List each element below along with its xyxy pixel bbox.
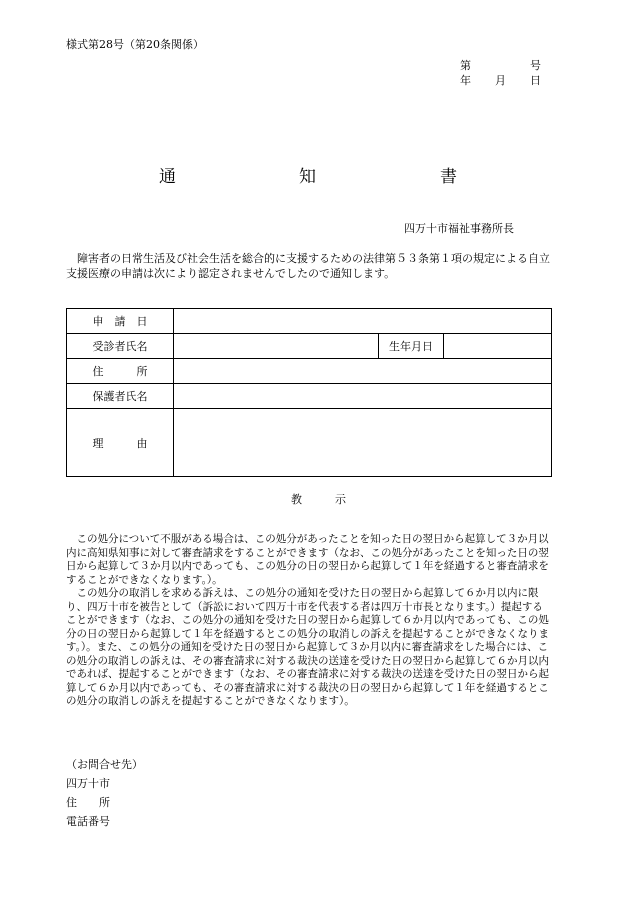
patient-name-label: 受診者氏名 [67, 334, 174, 359]
notice-paragraph-2: この処分の取消しを求める訴えは、この処分の通知を受けた日の翌日から起算して６か月以内に限り、四万十市を被告として（訴訟において四万十市を代表する者は四万十市長となります。）提起することができます（なお、この処分の通知を受けた日の翌日から起算して６か月以内であっても、この処分の日の翌日から起算して１年を経過するとこの処分の取消しの訴えを提起することができなくなります。）。また、この処分の通知を受けた日の翌日から起算して３か月以内に審査請求をした場合には、この処分の取消しの訴えは、その審査請求に対する裁決の送達を受けた日の翌日から起算して６か月以内であれば、提起することができます（なお、その審査請求に対する裁決の送達を受けた日の翌日から起算して６か月以内であっても、その審査請求に対する裁決の日の翌日から起算して１年を経過するとこの処分の取消しの訴えを提起することができなくなります）。 [66, 587, 549, 707]
application-info-table [66, 308, 552, 477]
date-day-label: 日 [530, 74, 541, 87]
document-number [460, 58, 541, 73]
contact-city: 四万十市 [66, 777, 110, 790]
notice-body [66, 533, 550, 709]
birth-date-label: 生年月日 [379, 334, 444, 359]
contact-info [66, 755, 143, 831]
guardian-name-value [174, 384, 552, 409]
table-row [67, 359, 552, 384]
intro-text: 障害者の日常生活及び社会生活を総合的に支援するための法律第５３条第１項の規定による自立支援医療の申請は次により認定されませんでしたので通知します。 [66, 252, 550, 280]
contact-address-label: 住 所 [66, 796, 110, 809]
application-date-value [174, 309, 552, 334]
application-date-label: 申 請 日 [67, 309, 174, 334]
title-char-1: 通 [159, 167, 176, 187]
reason-value [174, 409, 552, 477]
title-char-2: 知 [299, 167, 316, 187]
birth-date-value [444, 334, 552, 359]
table-row [67, 409, 552, 477]
address-label: 住 所 [67, 359, 174, 384]
reason-label: 理 由 [67, 409, 174, 477]
issuer: 四万十市福祉事務所長 [404, 222, 514, 235]
document-number-and-date [460, 58, 541, 88]
document-number-suffix: 号 [530, 59, 541, 72]
table-row [67, 334, 552, 359]
notice-title: 教 示 [291, 493, 346, 506]
contact-phone-label: 電話番号 [66, 815, 110, 828]
page-title [0, 162, 630, 187]
table-row [67, 384, 552, 409]
contact-header: （お問合せ先） [66, 758, 143, 771]
patient-name-value [174, 334, 379, 359]
table-row [67, 309, 552, 334]
date-month-label: 月 [495, 74, 506, 87]
document-number-prefix: 第 [460, 59, 471, 72]
address-value [174, 359, 552, 384]
issue-date [460, 73, 541, 88]
guardian-name-label: 保護者氏名 [67, 384, 174, 409]
notice-paragraph-1: この処分について不服がある場合は、この処分があったことを知った日の翌日から起算して３か月以内に高知県知事に対して審査請求をすることができます（なお、この処分があったことを知った日の翌日から起算して３か月以内であっても、この処分の日の翌日から起算して１年を経過すると審査請求をすることができなくなります。）。 [66, 533, 549, 586]
title-char-3: 書 [440, 167, 457, 187]
date-year-label: 年 [460, 74, 471, 87]
form-number: 様式第28号（第20条関係） [66, 38, 204, 51]
